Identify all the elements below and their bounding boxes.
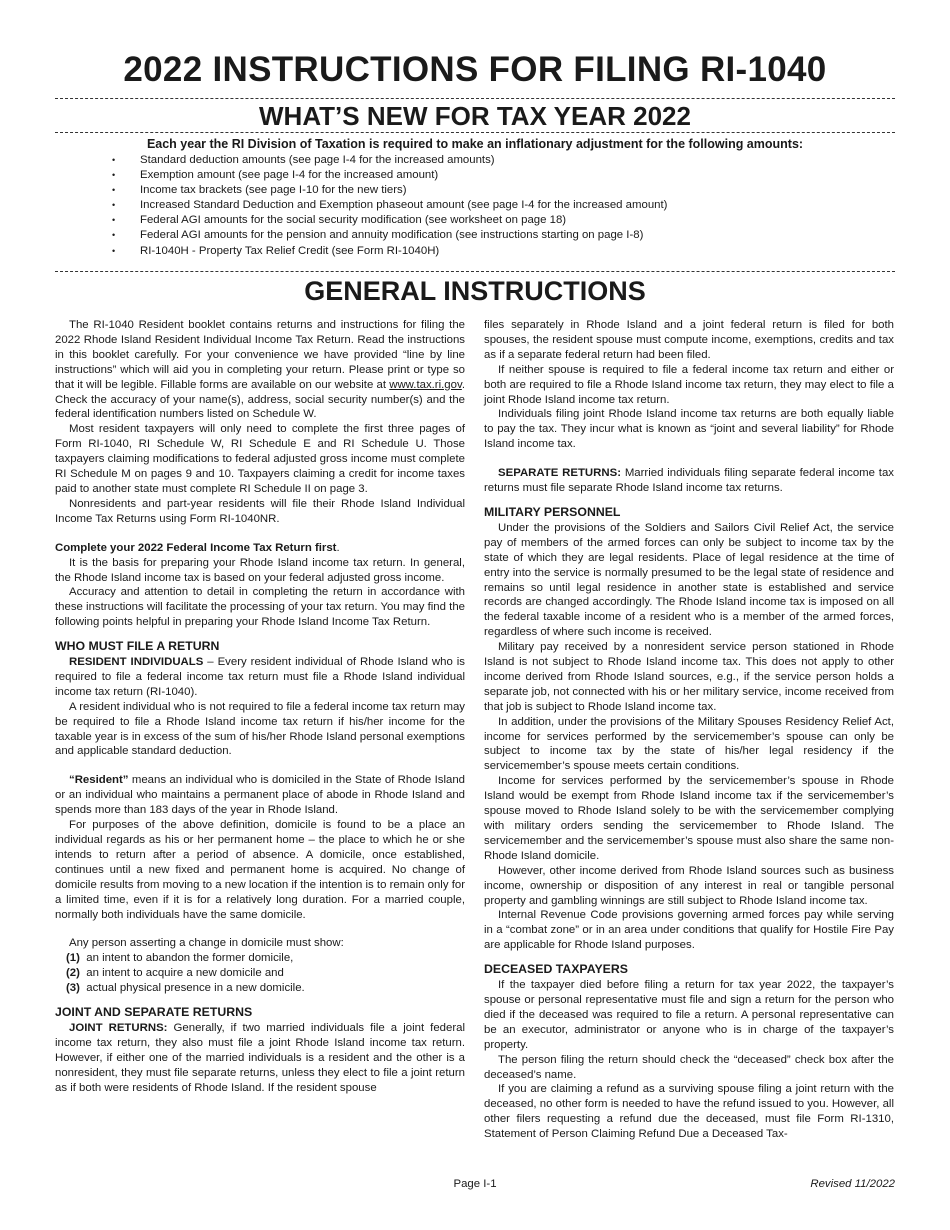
paragraph: The RI-1040 Resident booklet contains returns and instructions for filing the 2022 Rhode Island Resident Individual Income Tax Return. Read the instructions in this booklet carefully. For your convenience we have provided “line by line instructions” which will aid you in completing your return. Please print or type so that it will be legible. Fillable forms are available on our website at www.tax.ri.gov. Check the accuracy of your name(s), address, social security number(s) and the federal identification numbers listed on Schedule W.: [55, 319, 465, 421]
paragraph: Internal Revenue Code provisions governing armed forces pay while serving in a “combat zone” or in an area under conditions that qualify for Hostile Fire Pay are applicable for Rhode Island purposes.: [484, 909, 894, 952]
paragraph: files separately in Rhode Island and a joint federal return is filed for both spouses, the resident spouse must compute income, exemptions, credits and tax as if a separate federal return had been filed.: [484, 319, 894, 361]
divider: [55, 132, 895, 133]
page-number: Page I-1: [453, 1178, 497, 1190]
section-heading: DECEASED TAXPAYERS: [484, 962, 628, 977]
main-title: 2022 INSTRUCTIONS FOR FILING RI-1040: [123, 50, 827, 89]
paragraph: Any person asserting a change in domicile must show:: [69, 937, 344, 950]
list-item: (2) an intent to acquire a new domicile and: [66, 967, 284, 980]
list-item: • Exemption amount (see page I-4 for the increased amount): [112, 168, 667, 183]
paragraph: If the taxpayer died before filing a return for tax year 2022, the taxpayer’s spouse or personal representative must file and sign a return for the person who died if the deceased was required to file a return. A personal representative can be an executor, administrator or anyone who is in charge of the taxpayer’s property.: [484, 979, 894, 1051]
paragraph: Complete your 2022 Federal Income Tax Return first.: [55, 541, 340, 554]
paragraph: Under the provisions of the Soldiers and Sailors Civil Relief Act, the service pay of members of the armed forces can only be subject to income tax by the state of which they are legal residents. Place of legal residence at the time of entry into the service is normally presumed to be the legal state of residence and remains so until legal residence in another state is established and service records are changed accordingly. The Rhode Island income tax is imposed on all the federal taxable income of a resident who is a member of the armed forces, regardless of where such income is received.: [484, 521, 894, 639]
paragraph: The person filing the return should check the “deceased” check box after the deceased’s name.: [484, 1053, 894, 1081]
paragraph: SEPARATE RETURNS: Married individuals filing separate federal income tax returns must file separate Rhode Island income tax returns.: [484, 467, 894, 495]
paragraph: Individuals filing joint Rhode Island income tax returns are both equally liable to pay the tax. They incur what is known as “joint and several liability” for Rhode Island income tax.: [484, 408, 894, 451]
section-heading: MILITARY PERSONNEL: [484, 504, 621, 519]
divider: [55, 98, 895, 99]
general-instructions-title: GENERAL INSTRUCTIONS: [304, 276, 646, 306]
list-item: • Standard deduction amounts (see page I-4 for the increased amounts): [112, 153, 667, 168]
paragraph: It is the basis for preparing your Rhode Island income tax return. In general, the Rhode Island income tax is based on your federal adjusted gross income.: [55, 556, 465, 584]
paragraph: “Resident” means an individual who is domiciled in the State of Rhode Island or an individual who maintains a permanent place of abode in Rhode Island and spends more than 183 days of the year in Rhode Island.: [55, 774, 465, 817]
section-heading: WHO MUST FILE A RETURN: [55, 639, 220, 654]
paragraph: Accuracy and attention to detail in completing the return in accordance with these instructions will facilitate the processing of your tax return. You may find the following points helpful in preparing your Rhode Island Income Tax Return.: [55, 586, 465, 629]
divider: [55, 271, 895, 272]
list-item: • Federal AGI amounts for the social security modification (see worksheet on page 18): [112, 213, 667, 228]
whats-new-intro: Each year the RI Division of Taxation is required to make an inflationary adjustment for the following amounts:: [146, 137, 804, 151]
paragraph: Nonresidents and part-year residents will file their Rhode Island Individual Income Tax Returns using Form RI-1040NR.: [55, 497, 465, 525]
paragraph: If you are claiming a refund as a surviving spouse filing a joint return with the deceased, no other form is needed to have the refund issued to you. However, all other filers requesting a refund due the deceased, must file Form RI-1310, Statement of Person Claiming Refund Due a Deceased Tax-: [484, 1083, 894, 1141]
right-column: [484, 318, 894, 1142]
whats-new-title: WHAT’S NEW FOR TAX YEAR 2022: [259, 101, 691, 131]
paragraph: Most resident taxpayers will only need to complete the first three pages of Form RI-1040, RI Schedule W, RI Schedule E and RI Schedule U. Those taxpayers claiming modifications to federal adjusted gross income must complete RI Schedule M on pages 9 and 10. Taxpayers claiming a credit for income taxes paid to another state must complete RI Schedule II on page 3.: [55, 423, 465, 495]
list-item: (3) actual physical presence in a new domicile.: [66, 982, 305, 995]
list-item: • Federal AGI amounts for the pension and annuity modification (see instructions starting on page I-8): [112, 228, 667, 243]
paragraph: For purposes of the above definition, domicile is found to be a place an individual regards as his or her permanent home – the place to which he or she intends to return after a period of absence. A domicile, once established, continues until a new fixed and permanent home is acquired. No change of domicile results from moving to a new location if the intention is to remain only for a limited time, even if it is for a relatively long duration. For a married couple, normally both individuals have the same domicile.: [55, 819, 465, 921]
tax-website-link[interactable]: www.tax.ri.gov: [389, 378, 462, 391]
paragraph: In addition, under the provisions of the Military Spouses Residency Relief Act, income for services performed by the servicemember’s spouse can only be subject to income tax by the state of his/her legal residency if the servicemember’s spouse meets certain conditions.: [484, 715, 894, 773]
paragraph: JOINT RETURNS: Generally, if two married individuals file a joint federal income tax return, they also must file a joint Rhode Island income tax return. However, if either one of the married individuals is a resident and the other is a nonresident, they must file separate returns, unless they elect to file a joint return as if both were residents of Rhode Island. If the resident spouse: [55, 1021, 466, 1094]
list-item: • RI-1040H - Property Tax Relief Credit (see Form RI-1040H): [112, 244, 667, 259]
whats-new-list: [112, 153, 667, 259]
paragraph: If neither spouse is required to file a federal income tax return and either or both are required to file a Rhode Island income tax return, they may elect to file a joint Rhode Island income tax return.: [484, 363, 894, 406]
paragraph: Income for services performed by the servicemember’s spouse in Rhode Island would be exempt from Rhode Island income tax if the servicemember’s spouse moved to Rhode Island solely to be with the servicemember complying with military orders sending the servicemember to Rhode Island. The servicemember and the servicemember’s spouse must also share the same non-Rhode Island domicile.: [484, 775, 894, 862]
paragraph: A resident individual who is not required to file a federal income tax return may be required to file a Rhode Island income tax return if his/her income for the taxable year is in excess of the sum of his/her Rhode Island personal exemptions and applicable standard deduction.: [55, 700, 465, 758]
paragraph: RESIDENT INDIVIDUALS – Every resident individual of Rhode Island who is required to file a federal income tax return must file a Rhode Island individual income tax return (RI-1040).: [55, 656, 465, 698]
paragraph: However, other income derived from Rhode Island sources such as business income, ownership or disposition of any interest in real or tangible personal property and gambling winnings are still subject to Rhode Island income tax.: [484, 864, 894, 907]
list-item: • Increased Standard Deduction and Exemption phaseout amount (see page I-4 for the increased amount): [112, 198, 667, 213]
section-heading: JOINT AND SEPARATE RETURNS: [55, 1005, 253, 1020]
list-item: • Income tax brackets (see page I-10 for the new tiers): [112, 183, 667, 198]
revision-date: Revised 11/2022: [810, 1178, 895, 1190]
domicile-list: [55, 951, 465, 996]
list-item: (1) an intent to abandon the former domicile,: [66, 952, 294, 965]
left-column: [55, 318, 465, 1096]
paragraph: Military pay received by a nonresident service person stationed in Rhode Island is not subject to Rhode Island income tax. This does not apply to other income derived from Rhode Island sources, e.g., if the service person holds a separate job, not connected with his or her military service, income received from that job is subject to Rhode Island income tax.: [484, 641, 894, 713]
